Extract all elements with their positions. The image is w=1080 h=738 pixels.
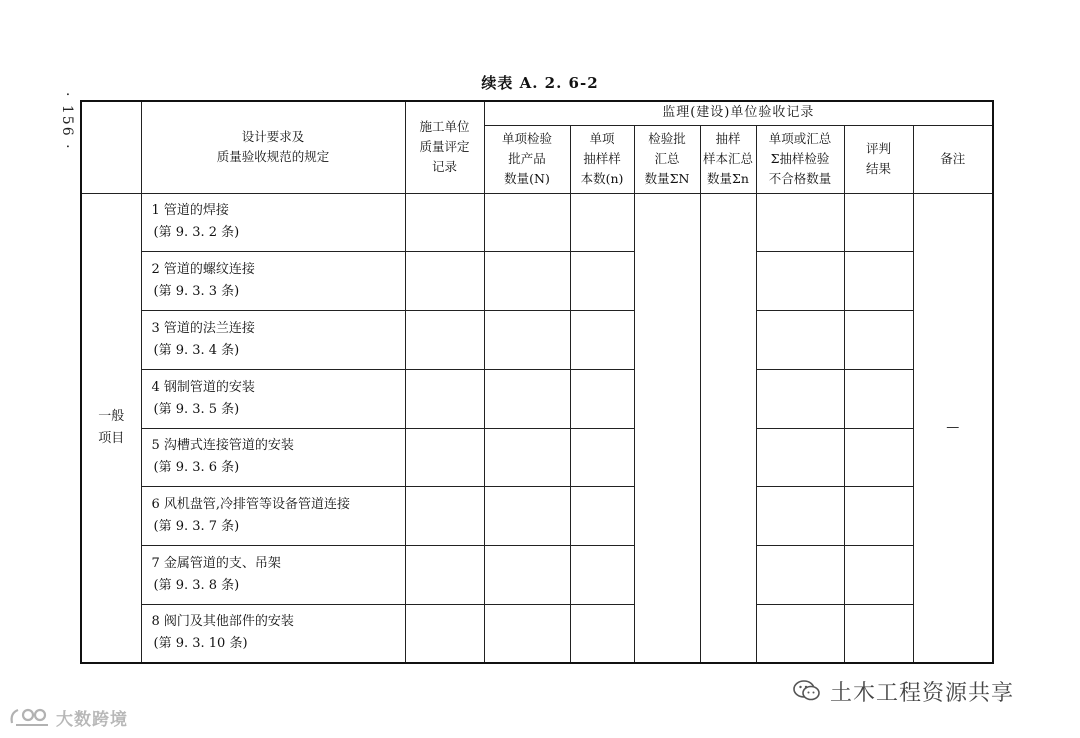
header-line: 数量Σn	[707, 171, 749, 186]
cell-sample-total	[700, 193, 756, 663]
item-clause: (第 9. 3. 7 条)	[153, 519, 240, 535]
item-requirement	[141, 311, 405, 370]
header-line: 单项或汇总	[768, 131, 832, 146]
source-watermark	[792, 674, 1014, 708]
header-construction-line: 施工单位	[419, 119, 470, 135]
cell-defect-count	[756, 369, 844, 428]
item-clause: (第 9. 3. 8 条)	[153, 577, 240, 593]
cell-construction	[405, 487, 484, 546]
item-clause: (第 9. 3. 5 条)	[153, 401, 240, 417]
cell-sample-count	[570, 604, 634, 663]
header-sample-total	[700, 125, 756, 193]
cell-judgement	[844, 487, 913, 546]
table-row	[81, 311, 993, 370]
page-number: · 156 ·	[59, 92, 75, 151]
header-line: 抽样样	[583, 151, 621, 166]
cell-judgement	[844, 369, 913, 428]
item-requirement	[141, 604, 405, 663]
table-row	[81, 487, 993, 546]
cell-defect-count	[756, 193, 844, 252]
header-line: 结果	[865, 161, 891, 176]
brand-logo-icon	[8, 705, 52, 729]
cell-batch-quantity	[484, 428, 570, 487]
item-text: 5 沟槽式连接管道的安装	[151, 438, 294, 454]
header-requirements-line: 设计要求及	[241, 129, 305, 145]
table-row	[81, 252, 993, 311]
table-row	[81, 604, 993, 663]
item-text: 3 管道的法兰连接	[151, 320, 255, 336]
cell-sample-count	[570, 252, 634, 311]
header-line: 不合格数量	[768, 171, 832, 186]
header-line: 汇总	[654, 151, 680, 166]
cell-defect-count	[756, 311, 844, 370]
item-requirement	[141, 428, 405, 487]
header-line: 数量(N)	[504, 171, 550, 186]
cell-defect-count	[756, 428, 844, 487]
cell-construction	[405, 193, 484, 252]
header-line: 数量ΣN	[644, 171, 690, 186]
cell-construction	[405, 369, 484, 428]
cell-remarks: —	[913, 193, 993, 663]
header-batch-total	[634, 125, 700, 193]
item-clause: (第 9. 3. 3 条)	[153, 284, 240, 300]
table-row	[81, 428, 993, 487]
item-requirement	[141, 193, 405, 252]
header-supervision-group: 监理(建设)单位验收记录	[484, 101, 993, 125]
cell-sample-count	[570, 546, 634, 605]
cell-construction	[405, 428, 484, 487]
table-caption: 续表 A. 2. 6-2	[481, 74, 599, 92]
cell-sample-count	[570, 487, 634, 546]
item-requirement	[141, 487, 405, 546]
cell-sample-count	[570, 311, 634, 370]
cell-batch-quantity	[484, 546, 570, 605]
item-requirement	[141, 546, 405, 605]
header-construction-line: 记录	[431, 159, 457, 175]
item-clause: (第 9. 3. 4 条)	[153, 342, 240, 358]
item-text: 8 阀门及其他部件的安装	[151, 614, 294, 630]
cell-batch-quantity	[484, 369, 570, 428]
header-line: 检验批	[648, 131, 686, 146]
cell-judgement	[844, 428, 913, 487]
header-defect-count	[756, 125, 844, 193]
cell-batch-total	[634, 193, 700, 663]
header-construction	[405, 101, 484, 193]
cell-batch-quantity	[484, 604, 570, 663]
cell-batch-quantity	[484, 193, 570, 252]
cell-construction	[405, 604, 484, 663]
wechat-icon	[792, 678, 822, 704]
cell-judgement	[844, 546, 913, 605]
header-sample-count	[570, 125, 634, 193]
group-label	[81, 193, 141, 663]
table-row	[81, 369, 993, 428]
item-text: 4 钢制管道的安装	[151, 379, 255, 395]
item-requirement	[141, 252, 405, 311]
header-line: 备注	[940, 151, 966, 166]
cell-batch-quantity	[484, 252, 570, 311]
cell-judgement	[844, 193, 913, 252]
header-line: 批产品	[508, 151, 546, 166]
cell-batch-quantity	[484, 311, 570, 370]
header-batch-quantity	[484, 125, 570, 193]
header-line: 单项	[589, 131, 615, 146]
header-line: 样本汇总	[702, 151, 753, 166]
cell-defect-count	[756, 604, 844, 663]
cell-defect-count	[756, 252, 844, 311]
header-line: 单项检验	[501, 131, 552, 146]
item-clause: (第 9. 3. 10 条)	[153, 636, 248, 652]
item-text: 7 金属管道的支、吊架	[151, 555, 281, 571]
header-line: 抽样	[715, 131, 741, 146]
cell-sample-count	[570, 428, 634, 487]
header-requirements	[141, 101, 405, 193]
item-clause: (第 9. 3. 6 条)	[153, 460, 240, 476]
header-line: 本数(n)	[580, 171, 624, 186]
source-watermark-text: 土木工程资源共享	[830, 680, 1015, 706]
cell-sample-count	[570, 369, 634, 428]
cell-construction	[405, 252, 484, 311]
group-label-line: 项目	[98, 430, 125, 446]
item-text: 6 风机盘管,冷排管等设备管道连接	[151, 497, 351, 513]
cell-batch-quantity	[484, 487, 570, 546]
brand-watermark-text: 大数跨境	[56, 709, 128, 730]
header-line: Σ抽样检验	[770, 151, 830, 166]
cell-defect-count	[756, 546, 844, 605]
header-construction-line: 质量评定	[419, 139, 470, 155]
brand-watermark	[8, 704, 128, 730]
cell-judgement	[844, 252, 913, 311]
item-clause: (第 9. 3. 2 条)	[153, 225, 240, 241]
header-requirements-line: 质量验收规范的规定	[216, 149, 330, 165]
inspection-table	[80, 100, 994, 664]
cell-construction	[405, 311, 484, 370]
item-requirement	[141, 369, 405, 428]
header-remarks	[913, 125, 993, 193]
group-label-line: 一般	[98, 408, 125, 424]
item-text: 2 管道的螺纹连接	[151, 262, 255, 278]
header-judgement	[844, 125, 913, 193]
cell-construction	[405, 546, 484, 605]
cell-sample-count	[570, 193, 634, 252]
cell-judgement	[844, 604, 913, 663]
cell-defect-count	[756, 487, 844, 546]
header-blank	[81, 101, 141, 193]
cell-judgement	[844, 311, 913, 370]
table-row	[81, 546, 993, 605]
table-row	[81, 193, 993, 252]
item-text: 1 管道的焊接	[151, 203, 229, 219]
header-line: 评判	[865, 141, 891, 156]
